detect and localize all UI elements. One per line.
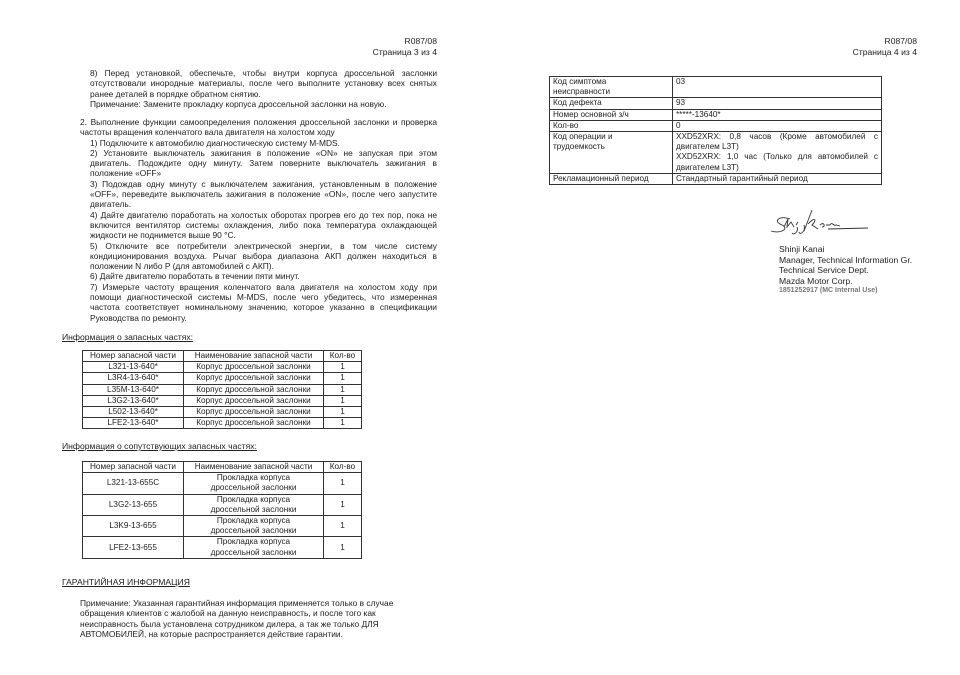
warranty-note: Примечание: Указанная гарантийная информация применяется только в случае обращения клиентов с жалобой на данную неисправность, и после того как неисправность была установлена сотрудником дилера, а так же только ДЛЯ АВТОМОБИЛЕЙ, на которые распространяется действие гарантии.: [80, 598, 394, 639]
step: 7) Измерьте частоту вращения коленчатого вала двигателя на холостом ходу при помощи диагностической системы M-MDS, после чего убедитесь, что измеренная частота соответствует номинальному значению, которое указанно в спецификации Руководства по ремонту.: [90, 281, 437, 323]
part-number-cell: L3G2-13-640*: [83, 395, 184, 406]
part-name-cell: Корпус дроссельной заслонки: [184, 407, 324, 418]
field-value: [673, 132, 882, 174]
field-value: [673, 173, 882, 184]
table-header-row: [83, 351, 362, 362]
field-value: [673, 98, 882, 109]
table-row: [83, 418, 362, 429]
field-value-text: *****-13640*: [676, 109, 721, 119]
related-heading: Информация о сопутствующих запасных частях:: [62, 441, 257, 451]
table-row: [83, 537, 362, 558]
quantity-cell: 1: [324, 418, 362, 429]
quantity-cell: 1: [324, 384, 362, 395]
field-label: Кол-во: [550, 120, 673, 131]
field-label: Код операции и трудоемкость: [550, 132, 673, 174]
quantity-cell: 1: [324, 537, 362, 558]
table-row: [550, 120, 882, 131]
field-label: Рекламационный период: [550, 173, 673, 184]
part-name-cell: Прокладка корпуса дроссельной заслонки: [184, 537, 324, 558]
table-row: [550, 132, 882, 174]
section2-title: 2. Выполнение функции самоопределения положения дроссельной заслонки и проверка частоты вращения коленчатого вала двигателя на холостом ходу: [80, 117, 437, 138]
step8-note: Примечание: Замените прокладку корпуса дроссельной заслонки на новую.: [90, 98, 387, 109]
table-row: [83, 473, 362, 494]
table-row: [550, 173, 882, 184]
table-row: [83, 384, 362, 395]
field-value-text: Стандартный гарантийный период: [676, 173, 808, 183]
col-header: Наименование запасной части: [184, 351, 324, 362]
field-value-text: XXD52XRX: 0,8 часов (Кроме автомобилей с двигателем L3T): [676, 132, 878, 152]
part-name-cell: Корпус дроссельной заслонки: [184, 384, 324, 395]
step: 5) Отключите все потребители электрической энергии, в том числе систему кондиционирования воздуха. Рычаг выбора диапазона АКП должен находиться в положении N либо P (для автомобилей с АКП).: [90, 240, 437, 272]
parts-heading: Информация о запасных частях:: [62, 332, 194, 342]
section2: [80, 117, 437, 323]
step: 4) Дайте двигателю поработать на холостых оборотах прогрев его до тех пор, пока не включится вентилятор системы охлаждения, либо пока температура охлаждающей жидкости не поднимется выше 90 °C.: [90, 209, 437, 241]
signature-block: [779, 244, 912, 297]
internal-code: 1851252917 (MC Internal Use): [779, 287, 878, 294]
table-row: [550, 77, 882, 98]
field-value: [673, 77, 882, 98]
part-number-cell: L321-13-655C: [83, 473, 184, 494]
table-row: [550, 98, 882, 109]
part-number-cell: LFE2-13-655: [83, 537, 184, 558]
col-header: Номер запасной части: [83, 351, 184, 362]
table-row: [83, 407, 362, 418]
step8-text: 8) Перед установкой, обеспечьте, чтобы внутри корпуса дроссельной заслонки отсутствовали инородные материалы, после чего выполните установку всех снятых ранее деталей в порядке обратном снятию.: [90, 68, 437, 99]
col-header: Наименование запасной части: [184, 462, 324, 473]
page3-header: [373, 36, 437, 58]
page-number: Страница 4 из 4: [852, 47, 917, 57]
field-label: Номер основной з/ч: [550, 109, 673, 120]
warranty-codes-table: [549, 76, 882, 185]
quantity-cell: 1: [324, 407, 362, 418]
quantity-cell: 1: [324, 516, 362, 537]
part-number-cell: L35M-13-640*: [83, 384, 184, 395]
related-parts-table: [82, 461, 362, 559]
part-number-cell: LFE2-13-640*: [83, 418, 184, 429]
table-row: [83, 516, 362, 537]
part-name-cell: Корпус дроссельной заслонки: [184, 373, 324, 384]
part-name-cell: Корпус дроссельной заслонки: [184, 395, 324, 406]
table-row: [550, 109, 882, 120]
part-number-cell: L3G2-13-655: [83, 494, 184, 515]
part-name-cell: Прокладка корпуса дроссельной заслонки: [184, 473, 324, 494]
step: 6) Дайте двигателю поработать в течении пяти минут.: [90, 271, 300, 282]
step: 3) Подождав одну минуту с выключателем зажигания, установленным в положение «OFF», переведите выключатель зажигания в положение «ON», после чего запустите двигатель.: [90, 178, 437, 210]
page4-header: [853, 36, 917, 58]
field-value-text: 0: [676, 120, 681, 130]
signature-image: [768, 205, 878, 240]
field-value: [673, 120, 882, 131]
signer-title: Manager, Technical Information Gr.: [779, 254, 913, 265]
part-number-cell: L3K9-13-655: [83, 516, 184, 537]
field-value-text: XXD52XRX: 1,0 час (Только для автомобилей с двигателем L3T): [676, 152, 878, 172]
page-number: Страница 3 из 4: [372, 47, 437, 57]
table-header-row: [83, 462, 362, 473]
field-value-text: 93: [676, 98, 686, 108]
step: 2) Установите выключатель зажигания в положение «ON» не запуская при этом двигатель. Подождите одну минуту. Затем поверните выключатель зажигания в положение «OFF»: [90, 147, 437, 179]
signer-company: Mazda Motor Corp.: [779, 275, 853, 286]
signer-name: Shinji Kanai: [779, 244, 825, 254]
table-row: [83, 494, 362, 515]
step8-block: [90, 68, 437, 109]
col-header: Кол-во: [324, 462, 362, 473]
field-label: Код дефекта: [550, 98, 673, 109]
part-number-cell: L321-13-640*: [83, 362, 184, 373]
part-name-cell: Прокладка корпуса дроссельной заслонки: [184, 494, 324, 515]
table-row: [83, 362, 362, 373]
doc-id: R087/08: [404, 36, 437, 46]
part-name-cell: Корпус дроссельной заслонки: [184, 362, 324, 373]
signer-dept: Technical Service Dept.: [779, 265, 869, 275]
quantity-cell: 1: [324, 373, 362, 384]
part-number-cell: L3R4-13-640*: [83, 373, 184, 384]
step: 1) Подключите к автомобилю диагностическую систему M-MDS.: [90, 137, 340, 148]
part-number-cell: L502-13-640*: [83, 407, 184, 418]
table-row: [83, 373, 362, 384]
warranty-heading: ГАРАНТИЙНАЯ ИНФОРМАЦИЯ: [62, 577, 190, 587]
field-value-text: 03: [676, 77, 686, 86]
quantity-cell: 1: [324, 395, 362, 406]
col-header: Кол-во: [324, 351, 362, 362]
quantity-cell: 1: [324, 362, 362, 373]
field-label: Код симптома неисправности: [550, 77, 673, 98]
table-row: [83, 395, 362, 406]
quantity-cell: 1: [324, 494, 362, 515]
field-value: [673, 109, 882, 120]
part-name-cell: Корпус дроссельной заслонки: [184, 418, 324, 429]
quantity-cell: 1: [324, 473, 362, 494]
parts-table: [82, 350, 362, 429]
doc-id: R087/08: [884, 36, 917, 46]
col-header: Номер запасной части: [83, 462, 184, 473]
part-name-cell: Прокладка корпуса дроссельной заслонки: [184, 516, 324, 537]
